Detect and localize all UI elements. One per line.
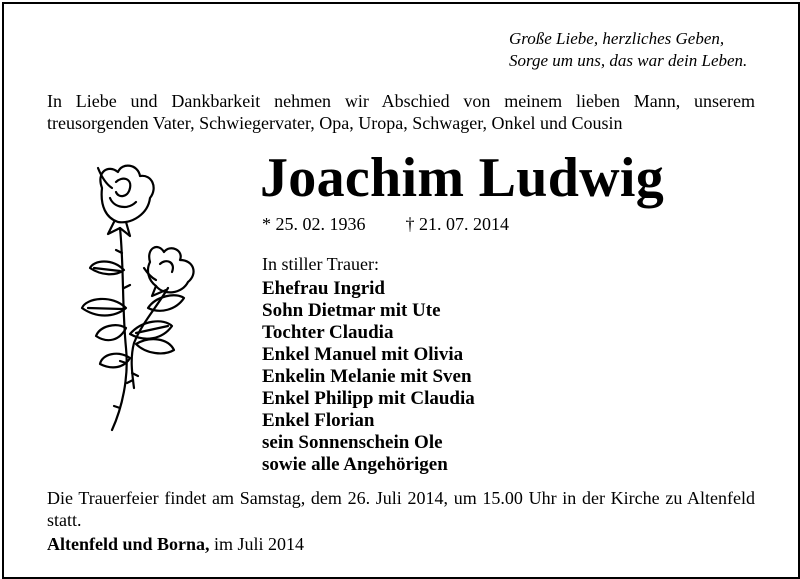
mourning-heading: In stiller Trauer: [262, 254, 379, 274]
mourner: Enkelin Melanie mit Sven [262, 366, 472, 387]
mourner: Tochter Claudia [262, 322, 394, 343]
mourner: sowie alle Angehörigen [262, 454, 448, 475]
death-date: † 21. 07. 2014 [405, 214, 509, 234]
mourner: Enkel Manuel mit Olivia [262, 344, 464, 365]
life-dates [262, 213, 509, 235]
mourner: Enkel Philipp mit Claudia [262, 388, 475, 409]
motto-line-2: Sorge um uns, das war dein Leben. [509, 51, 748, 70]
closing-place: Altenfeld und Borna, [47, 534, 210, 554]
mourner: Sohn Dietmar mit Ute [262, 300, 441, 321]
rose-icon [72, 158, 212, 434]
mourners-list [262, 278, 475, 476]
intro-text: In Liebe und Dankbarkeit nehmen wir Abschied von meinem lieben Mann, unserem treusorgenden Vater, Schwiegervater, Opa, Uropa, Schwager, Onkel und Cousin [47, 91, 755, 133]
motto [509, 28, 747, 72]
motto-line-1: Große Liebe, herzliches Geben, [509, 29, 725, 48]
closing-line [47, 533, 304, 555]
mourner: Enkel Florian [262, 410, 375, 431]
mourner: Ehefrau Ingrid [262, 278, 385, 299]
deceased-name: Joachim Ludwig [260, 147, 665, 209]
funeral-notice: Die Trauerfeier findet am Samstag, dem 26. Juli 2014, um 15.00 Uhr in der Kirche zu Altenfeld statt. [47, 488, 755, 530]
closing-date: im Juli 2014 [209, 534, 305, 554]
mourner: sein Sonnenschein Ole [262, 432, 443, 453]
birth-date: * 25. 02. 1936 [262, 214, 366, 234]
